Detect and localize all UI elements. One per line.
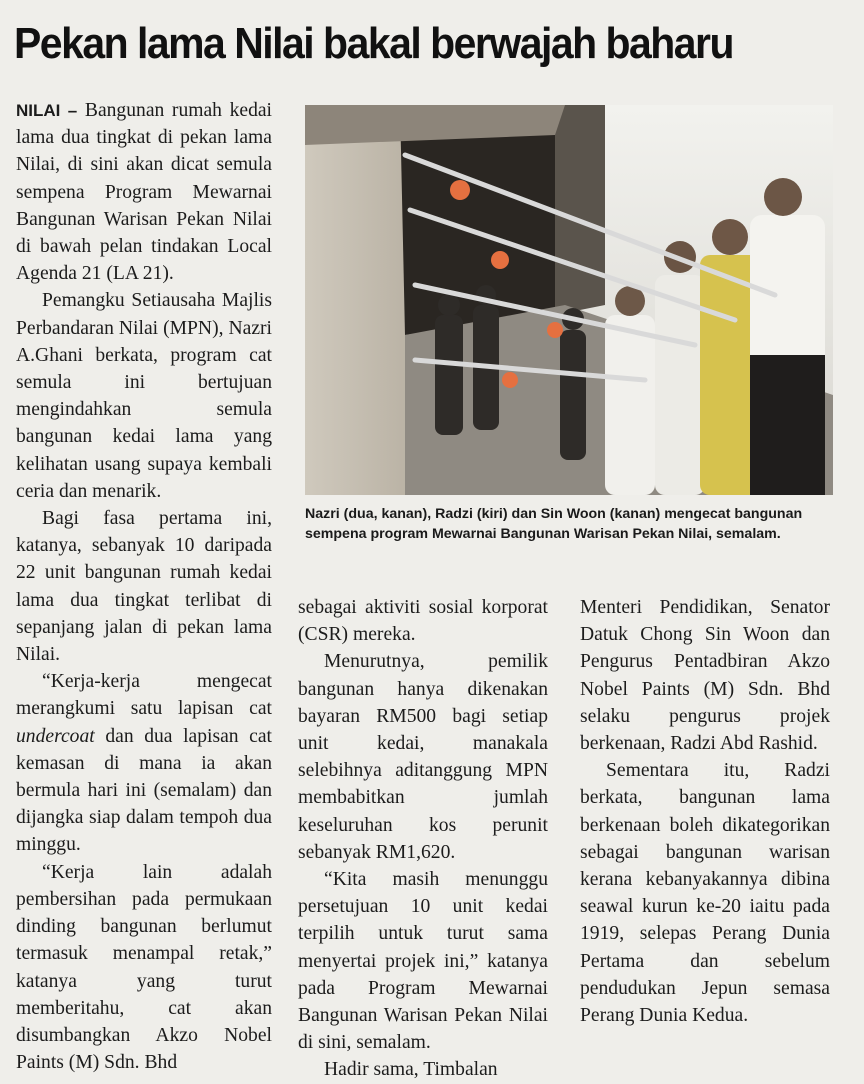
paragraph: Sementara itu, Radzi berkata, bangunan lama berkenaan boleh dikategorikan sebagai bangunan warisan kerana kebanyakannya dibina seawal kurun ke-20 iaitu pada 1919, selepas Perang Dunia Pertama dan sebelum pendudukan Jepun semasa Perang Dunia Kedua. <box>580 760 830 1027</box>
paragraph: Menteri Pendidikan, Senator Datuk Chong Sin Woon dan Pengurus Pentadbiran Akzo Nobel Paints (M) Sdn. Bhd selaku pengurus projek berkenaan, Radzi Abd Rashid. <box>580 597 830 755</box>
paragraph: “Kita masih menunggu persetujuan 10 unit kedai terpilih untuk turut sama menyertai projek ini,” katanya pada Program Mewarnai Bangunan Warisan Pekan Nilai di sini, semalam. <box>298 869 548 1054</box>
paragraph: sebagai aktiviti sosial korporat (CSR) mereka. <box>298 597 548 646</box>
paragraph: Menurutnya, pemilik bangunan hanya dikenakan bayaran RM500 bagi setiap unit kedai, manakala selebihnya aditanggung MPN membabitkan jumlah keseluruhan kos perunit sebanyak RM1,620. <box>298 651 548 863</box>
news-photo-illustration <box>305 105 833 495</box>
article-column-3 <box>580 594 830 1029</box>
paragraph <box>16 668 272 858</box>
paragraph: Hadir sama, Timbalan <box>324 1059 498 1081</box>
article-column-1 <box>16 97 272 1076</box>
paragraph-text: Bangunan rumah kedai lama dua tingkat di pekan lama Nilai, di sini akan dicat semula sempena Program Mewarnai Bangunan Warisan Pekan Nilai di bawah pelan tindakan Local Agenda 21 (LA 21). <box>16 100 273 285</box>
paragraph: “Kerja lain adalah pembersihan pada permukaan dinding bangunan berlumut termasuk menampal retak,” katanya yang turut memberitahu, cat akan disumbangkan Akzo Nobel Paints (M) Sdn. Bhd <box>16 861 272 1074</box>
headline: Pekan lama Nilai bakal berwajah baharu <box>14 19 734 68</box>
italic-term: undercoat <box>16 725 95 747</box>
photo-caption: Nazri (dua, kanan), Radzi (kiri) dan Sin Woon (kanan) mengecat bangunan sempena program Mewarnai Bangunan Warisan Pekan Nilai, semalam. <box>305 506 803 542</box>
paragraph: Pemangku Setiausaha Majlis Perbandaran Nilai (MPN), Nazri A.Ghani berkata, program cat semula ini bertujuan mengindahkan semula bangunan kedai lama yang kelihatan usang supaya kembali ceria dan menarik. <box>16 290 272 502</box>
paragraph <box>16 97 272 287</box>
paragraph-text: “Kerja-kerja mengecat merangkumi satu lapisan cat <box>16 671 272 720</box>
news-photo <box>305 105 833 495</box>
paragraph-text: dan dua lapisan cat kemasan di mana ia akan bermula hari ini (semalam) dan dijangka siap dalam tempoh dua minggu. <box>16 725 272 856</box>
dateline: NILAI – <box>16 101 78 120</box>
paragraph: Bagi fasa pertama ini, katanya, sebanyak 10 daripada 22 unit bangunan rumah kedai lama dua tingkat terlibat di sepanjang jalan di pekan lama Nilai. <box>16 508 272 666</box>
article-column-2 <box>298 594 548 1084</box>
